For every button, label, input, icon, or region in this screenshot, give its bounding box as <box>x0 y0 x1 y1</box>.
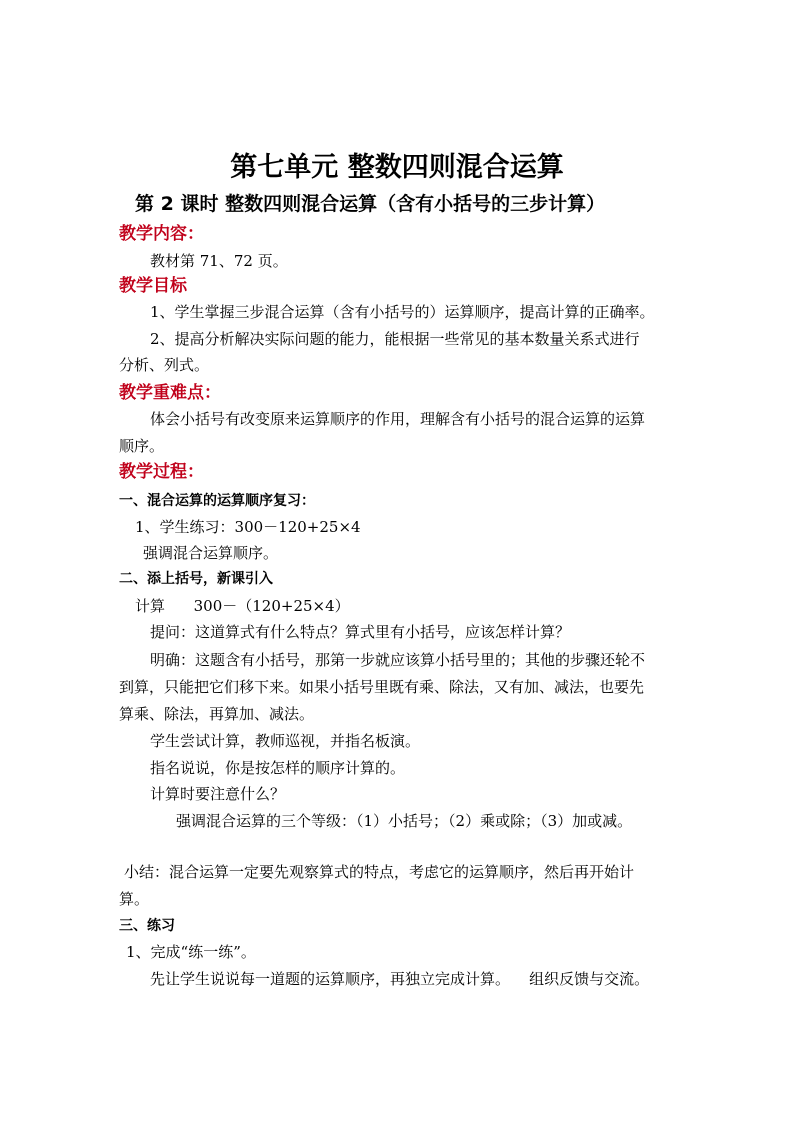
section2-attention: 计算时要注意什么？ <box>150 785 286 803</box>
section2-summary-line2: 算。 <box>119 890 150 908</box>
teaching-goal-1: 1、学生掌握三步混合运算（含有小括号的）运算顺序，提高计算的正确率。 <box>150 303 655 321</box>
key-points-line1: 体会小括号有改变原来运算顺序的作用，理解含有小括号的混合运算的运算 <box>150 410 646 428</box>
section2-clarify-line2: 到算，只能把它们移下来。如果小括号里既有乘、除法，又有加、减法，也要先 <box>119 678 645 696</box>
teaching-content-heading: 教学内容： <box>119 224 204 244</box>
section2-try: 学生尝试计算，教师巡视，并指名板演。 <box>150 732 421 750</box>
section3-item1-detail: 先让学生说说每一道题的运算顺序，再独立完成计算。 组织反馈与交流。 <box>150 970 650 988</box>
key-points-line2: 顺序。 <box>119 437 165 455</box>
lesson-subtitle: 第 2 课时 整数四则混合运算（含有小括号的三步计算） <box>135 193 606 215</box>
section1-emphasis: 强调混合运算顺序。 <box>143 544 279 562</box>
section1-exercise: 1、学生练习：300－120+25×4 <box>135 518 361 536</box>
teaching-goals-heading: 教学目标 <box>119 276 187 296</box>
section2-question: 提问：这道算式有什么特点？算式里有小括号，应该怎样计算？ <box>150 623 571 641</box>
section2-explain: 指名说说，你是按怎样的顺序计算的。 <box>150 759 406 777</box>
section3-heading: 三、练习 <box>119 918 175 934</box>
section2-calc: 计算 300－（120+25×4） <box>135 597 350 615</box>
section2-summary-line1: 小结：混合运算一定要先观察算式的特点，考虑它的运算顺序，然后再开始计 <box>124 863 635 881</box>
section2-clarify-line3: 算乘、除法，再算加、减法。 <box>119 705 315 723</box>
section3-item1: 1、完成“练一练”。 <box>126 943 256 961</box>
section2-heading: 二、添上括号，新课引入 <box>119 571 273 587</box>
teaching-goal-2-line2: 分析、列式。 <box>119 356 210 374</box>
teaching-goal-2-line1: 2、提高分析解决实际问题的能力，能根据一些常见的基本数量关系式进行 <box>150 330 640 348</box>
document-title: 第七单元 整数四则混合运算 <box>230 152 564 183</box>
process-heading: 教学过程： <box>119 462 204 482</box>
section2-clarify-line1: 明确：这题含有小括号，那第一步就应该算小括号里的；其他的步骤还轮不 <box>150 651 646 669</box>
section2-levels: 强调混合运算的三个等级：（1）小括号；（2）乘或除；（3）加或减。 <box>176 812 633 830</box>
section1-heading: 一、混合运算的运算顺序复习： <box>119 493 315 509</box>
teaching-content-text: 教材第 71、72 页。 <box>150 252 288 270</box>
key-points-heading: 教学重难点： <box>119 383 221 403</box>
